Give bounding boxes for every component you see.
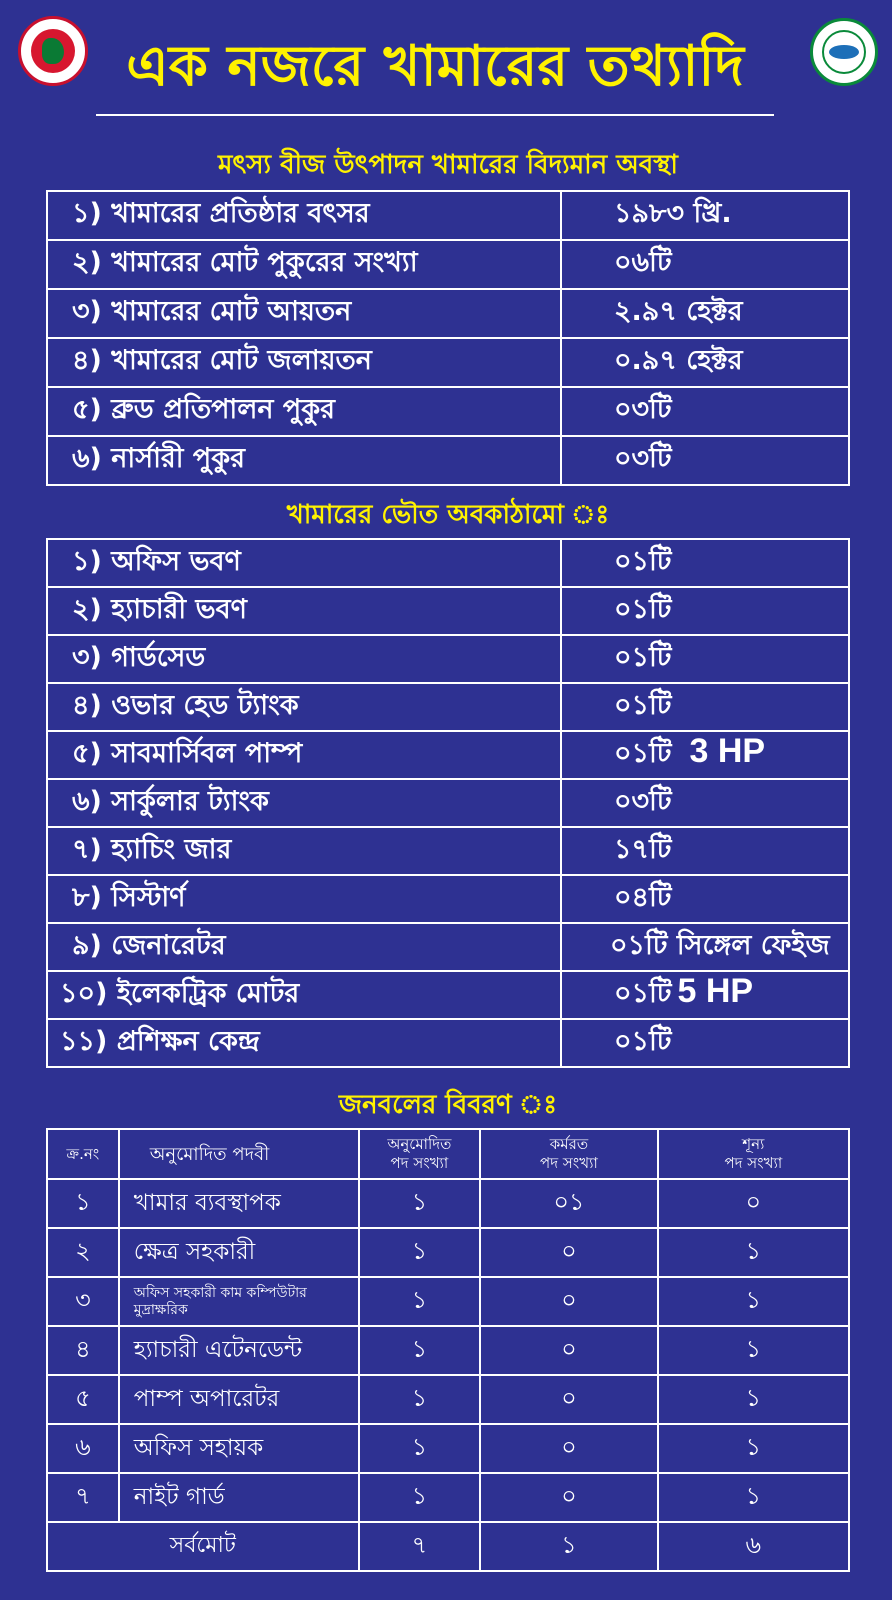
designation-cell: নাইট গার্ড <box>119 1473 359 1522</box>
table-total-row <box>47 1522 849 1571</box>
pump-power-label: 3 HP <box>689 732 766 770</box>
table-row <box>47 587 849 635</box>
row-value <box>561 923 849 971</box>
approved-cell: ১ <box>359 1424 481 1473</box>
row-label: ৪) খামারের মোট জলায়তন <box>47 338 561 387</box>
table-row <box>47 240 849 289</box>
row-label: ২) হ্যাচারী ভবণ <box>47 587 561 635</box>
table-row <box>47 1228 849 1277</box>
row-value: ১৯৮৩ খ্রি. <box>561 191 849 240</box>
table-row <box>47 1019 849 1067</box>
header-vacant <box>658 1129 849 1179</box>
vacant-cell: ০ <box>658 1179 849 1228</box>
section-heading-manpower: জনবলের বিবরণ ঃ <box>338 1090 558 1120</box>
working-cell: ০ <box>480 1424 657 1473</box>
table-row <box>47 635 849 683</box>
table-row <box>47 1179 849 1228</box>
row-value-text: ০১টি <box>614 641 672 673</box>
designation-cell: অফিস সহায়ক <box>119 1424 359 1473</box>
row-value-text: ০১টি <box>614 1025 672 1057</box>
row-label: ৮) সিস্টার্ণ <box>47 875 561 923</box>
row-value: ২.৯৭ হেক্টর <box>561 289 849 338</box>
table-row <box>47 1375 849 1424</box>
table-row <box>47 731 849 779</box>
row-label: ৫) ব্রুড প্রতিপালন পুকুর <box>47 387 561 436</box>
section-heading-infrastructure: খামারের ভৌত অবকাঠামো ঃ <box>286 500 610 530</box>
serial-cell: ২ <box>47 1228 119 1277</box>
table-row <box>47 191 849 240</box>
row-label: ৫) সাবমার্সিবল পাম্প <box>47 731 561 779</box>
working-cell: ০ <box>480 1277 657 1326</box>
row-label: ৩) খামারের মোট আয়তন <box>47 289 561 338</box>
designation-cell <box>119 1277 359 1326</box>
total-approved: ৭ <box>359 1522 481 1571</box>
row-value-text: ০১টি <box>614 689 672 721</box>
row-label: ৬) নার্সারী পুকুর <box>47 436 561 485</box>
designation-line2: মুদ্রাক্ষরিক <box>133 1301 188 1318</box>
row-value <box>561 827 849 875</box>
row-value: ০৩টি <box>561 436 849 485</box>
row-value <box>561 635 849 683</box>
row-value-text: ১৭টি <box>614 833 672 865</box>
approved-cell: ১ <box>359 1277 481 1326</box>
working-cell: ০ <box>480 1326 657 1375</box>
table-row <box>47 338 849 387</box>
header-vacant-line2: পদ সংখ্যা <box>724 1154 783 1172</box>
page-title: এক নজরে খামারের তথ্যাদি <box>126 34 744 99</box>
working-cell: ০ <box>480 1375 657 1424</box>
total-working: ১ <box>480 1522 657 1571</box>
working-cell: ০ <box>480 1228 657 1277</box>
designation-cell: পাম্প অপারেটর <box>119 1375 359 1424</box>
infrastructure-table <box>46 538 850 1068</box>
serial-cell: ১ <box>47 1179 119 1228</box>
serial-cell: ৫ <box>47 1375 119 1424</box>
row-value: ০৬টি <box>561 240 849 289</box>
vacant-cell: ১ <box>658 1326 849 1375</box>
row-value <box>561 875 849 923</box>
row-value: ০৩টি <box>561 387 849 436</box>
designation-cell: হ্যাচারী এটেনডেন্ট <box>119 1326 359 1375</box>
header-vacant-line1: শূন্য <box>742 1135 765 1153</box>
approved-cell: ১ <box>359 1179 481 1228</box>
row-label: ১) অফিস ভবণ <box>47 539 561 587</box>
total-vacant: ৬ <box>658 1522 849 1571</box>
designation-line1: অফিস সহকারী কাম কম্পিউটার <box>133 1284 307 1301</box>
header-working-line2: পদ সংখ্যা <box>540 1154 598 1172</box>
table-row <box>47 1277 849 1326</box>
table-row <box>47 971 849 1019</box>
table-row <box>47 1473 849 1522</box>
title-underline <box>96 114 774 116</box>
header-approved <box>359 1129 481 1179</box>
header-working <box>480 1129 657 1179</box>
row-value <box>561 731 849 779</box>
row-label: ৩) গার্ডসেড <box>47 635 561 683</box>
approved-cell: ১ <box>359 1375 481 1424</box>
serial-cell: ৪ <box>47 1326 119 1375</box>
header-approved-line2: পদ সংখ্যা <box>390 1154 449 1172</box>
table-row <box>47 779 849 827</box>
row-label: ৭) হ্যাচিং জার <box>47 827 561 875</box>
row-value-text: ০৩টি <box>614 785 672 817</box>
table-row <box>47 387 849 436</box>
row-value <box>561 539 849 587</box>
row-label: ৬) সার্কুলার ট্যাংক <box>47 779 561 827</box>
vacant-cell: ১ <box>658 1473 849 1522</box>
table-row <box>47 539 849 587</box>
serial-cell: ৩ <box>47 1277 119 1326</box>
row-value-text: ০১টি <box>614 593 672 625</box>
table-row <box>47 436 849 485</box>
row-value <box>561 587 849 635</box>
row-label: ১১) প্রশিক্ষন কেন্দ্র <box>47 1019 561 1067</box>
row-value-text: ০১টি <box>614 545 672 577</box>
serial-cell: ৭ <box>47 1473 119 1522</box>
row-value-text: ০১টি সিঙ্গেল ফেইজ <box>610 929 830 961</box>
working-cell: ০১ <box>480 1179 657 1228</box>
working-cell: ০ <box>480 1473 657 1522</box>
table-row <box>47 827 849 875</box>
section-heading-farm-status: মৎস্য বীজ উৎপাদন খামারের বিদ্যমান অবস্থা <box>218 150 678 180</box>
row-label: ৪) ওভার হেড ট্যাংক <box>47 683 561 731</box>
row-label: ২) খামারের মোট পুকুরের সংখ্যা <box>47 240 561 289</box>
table-header-row <box>47 1129 849 1179</box>
row-value <box>561 971 849 1019</box>
approved-cell: ১ <box>359 1473 481 1522</box>
table-row <box>47 875 849 923</box>
bangladesh-govt-seal-icon <box>18 16 88 86</box>
total-label: সর্বমোট <box>47 1522 359 1571</box>
header-approved-line1: অনুমোদিত <box>387 1135 452 1153</box>
header-working-line1: কর্মরত <box>549 1135 589 1153</box>
farm-status-table <box>46 190 850 486</box>
vacant-cell: ১ <box>658 1375 849 1424</box>
header-serial: ক্র.নং <box>47 1129 119 1179</box>
row-value <box>561 1019 849 1067</box>
row-value-text: ০৪টি <box>614 881 672 913</box>
header-designation: অনুমোদিত পদবী <box>119 1129 359 1179</box>
row-value <box>561 683 849 731</box>
fisheries-department-seal-icon <box>810 18 878 86</box>
table-row <box>47 1424 849 1473</box>
row-value: ০.৯৭ হেক্টর <box>561 338 849 387</box>
row-label: ৯) জেনারেটর <box>47 923 561 971</box>
vacant-cell: ১ <box>658 1424 849 1473</box>
motor-power-label: 5 HP <box>677 972 754 1010</box>
table-row <box>47 289 849 338</box>
designation-cell: খামার ব্যবস্থাপক <box>119 1179 359 1228</box>
manpower-table <box>46 1128 850 1572</box>
designation-cell: ক্ষেত্র সহকারী <box>119 1228 359 1277</box>
row-label: ১) খামারের প্রতিষ্ঠার বৎসর <box>47 191 561 240</box>
row-label: ১০) ইলেকট্রিক মোটর <box>47 971 561 1019</box>
approved-cell: ১ <box>359 1228 481 1277</box>
table-row <box>47 923 849 971</box>
table-row <box>47 1326 849 1375</box>
row-value-text: ০১টি <box>614 978 672 1009</box>
approved-cell: ১ <box>359 1326 481 1375</box>
row-value-text: ০১টি <box>614 738 672 769</box>
vacant-cell: ১ <box>658 1277 849 1326</box>
row-value <box>561 779 849 827</box>
serial-cell: ৬ <box>47 1424 119 1473</box>
vacant-cell: ১ <box>658 1228 849 1277</box>
table-row <box>47 683 849 731</box>
